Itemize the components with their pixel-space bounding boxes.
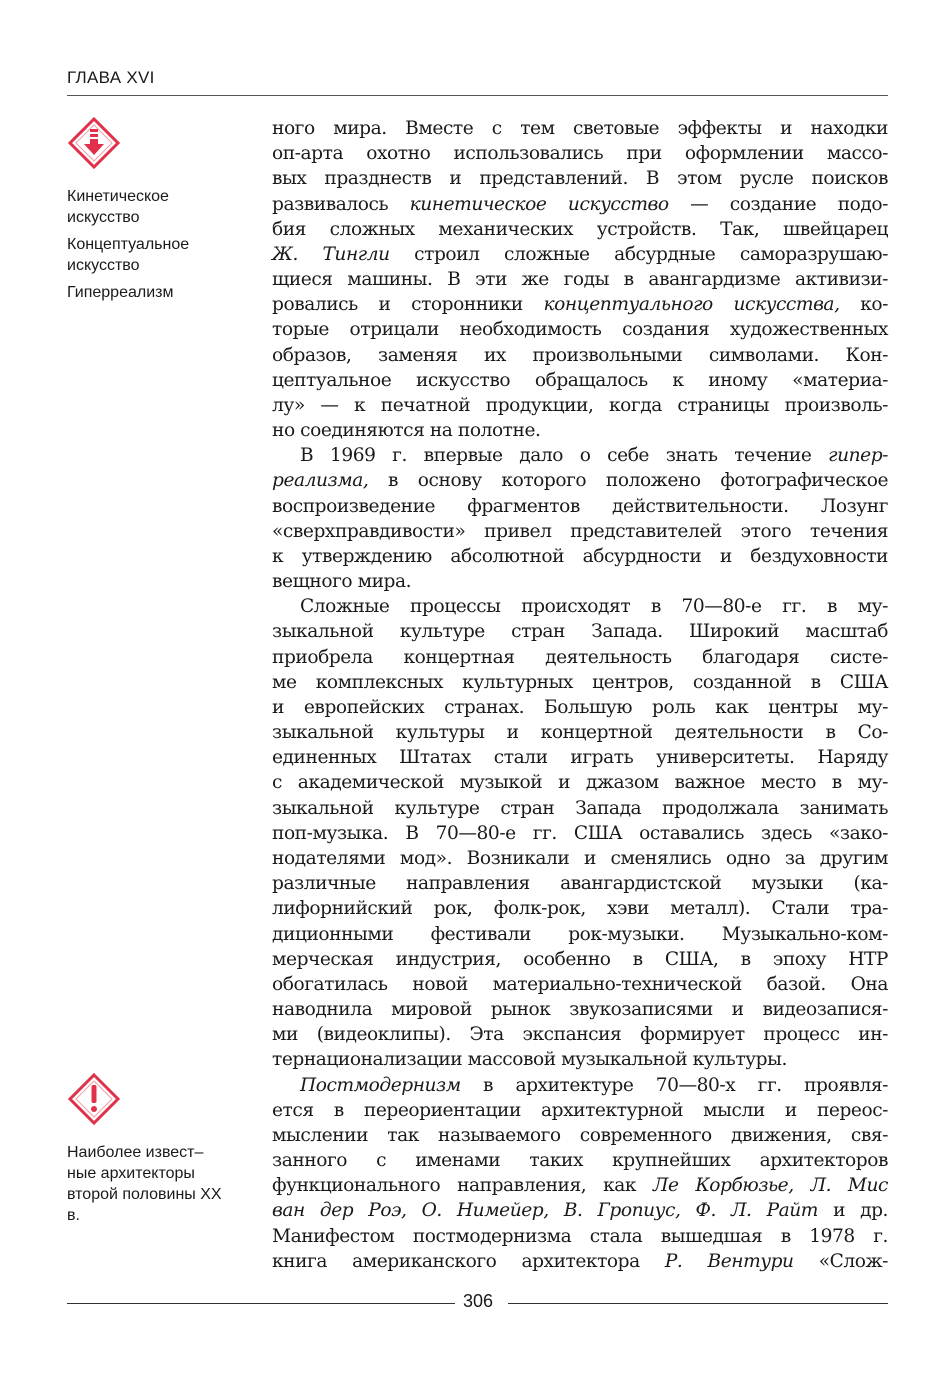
- text-line: [272, 116, 888, 141]
- text-span: приобрела концертная деятельность благодаря систе-: [272, 646, 888, 668]
- text-span: «сверхправдивости» привел представителей этого течения: [272, 520, 888, 542]
- text-line: [272, 468, 888, 493]
- text-line: [272, 368, 888, 393]
- text-span: вещного мира.: [272, 571, 412, 593]
- text-line: [272, 217, 888, 242]
- text-line: [272, 972, 888, 997]
- text-line: [272, 443, 888, 468]
- text-line: [272, 896, 888, 921]
- text-span: вых празднеств и представлений. В этом русле поисков: [272, 168, 888, 190]
- text-line: [272, 922, 888, 947]
- text-line: [272, 1047, 888, 1072]
- text-line: [272, 1022, 888, 1047]
- note-item: Гиперреализм: [67, 284, 174, 301]
- text-span: диционными фестивали рок-музыки. Музыкально-ком-: [272, 923, 888, 945]
- text-line: [272, 947, 888, 972]
- text-line: [272, 192, 888, 217]
- header-rule: [67, 95, 888, 96]
- text-line: [272, 821, 888, 846]
- text-span: функционального направления, как: [272, 1175, 653, 1197]
- italic-term: концептуального искусства,: [543, 294, 840, 316]
- text-line: [272, 1249, 888, 1274]
- text-line: [272, 645, 888, 670]
- text-line: [272, 846, 888, 871]
- note-item: Наиболее извест– ные архитекторы второй половины XX в.: [67, 1144, 222, 1224]
- text-span: строил сложные абсурдные саморазрушаю-: [389, 243, 888, 265]
- text-line: [272, 519, 888, 544]
- italic-term: Р. Вентури: [664, 1250, 794, 1272]
- text-line: [272, 1098, 888, 1123]
- body-text: [272, 116, 888, 1274]
- text-line: [272, 292, 888, 317]
- text-line: [272, 267, 888, 292]
- italic-term: кинетическое искусство: [409, 193, 669, 215]
- text-span: ко-: [839, 294, 888, 316]
- text-span: — создание подо-: [668, 193, 888, 215]
- text-span: но соединяются на полотне.: [272, 420, 541, 442]
- text-line: [272, 1073, 888, 1098]
- text-line: [272, 1198, 888, 1223]
- text-span: поп-музыка. В 70—80-е гг. США оставались здесь «зако-: [272, 822, 888, 844]
- italic-term: гипер-: [828, 445, 888, 467]
- text-span: ровались и сторонники: [272, 294, 544, 316]
- text-span: образов, заменяя их произвольными символами. Кон-: [272, 344, 888, 366]
- text-span: различные направления авангардистской музыки (ка-: [272, 873, 888, 895]
- text-span: ного мира. Вместе с тем световые эффекты и находки: [272, 118, 888, 139]
- down-arrow-diamond-icon: [68, 117, 120, 169]
- italic-term: ван дер Роэ, О. Нимейер, В. Гропиус, Ф. Л. Райт: [272, 1200, 818, 1222]
- text-span: щиеся машины. В эти же годы в авангардизме активизи-: [272, 269, 888, 291]
- text-line: [272, 393, 888, 418]
- text-span: ется в переориентации архитектурной мысли и переос-: [272, 1099, 888, 1121]
- note-item: Кинетическое искусство: [67, 188, 169, 226]
- text-span: цептуальное искусство обращалось к иному «материа-: [272, 369, 888, 391]
- text-span: Манифестом постмодернизма стала вышедшая в 1978 г.: [272, 1225, 888, 1247]
- italic-term: Ж. Тингли: [272, 243, 390, 265]
- italic-term: Постмодернизм: [300, 1074, 461, 1096]
- text-span: мыслении так называемого современного движения, свя-: [272, 1124, 888, 1146]
- chapter-header: ГЛАВА XVI: [67, 68, 155, 87]
- text-line: [272, 695, 888, 720]
- text-line: [272, 569, 888, 594]
- text-line: [272, 770, 888, 795]
- text-line: [272, 141, 888, 166]
- text-line: [272, 619, 888, 644]
- text-span: мерческая индустрия, особенно в США, в эпоху НТР: [272, 948, 888, 970]
- text-line: [272, 1173, 888, 1198]
- text-line: [272, 343, 888, 368]
- text-span: единенных Штатах стали играть университеты. Наряду: [272, 747, 888, 769]
- text-span: к утверждению абсолютной абсурдности и бездуховности: [272, 545, 888, 567]
- text-span: занного с именами таких крупнейших архитекторов: [272, 1150, 888, 1172]
- text-span: зыкальной культуре стран Запада. Широкий масштаб: [272, 621, 888, 643]
- text-line: [272, 1224, 888, 1249]
- text-span: бия сложных механических устройств. Так, швейцарец: [272, 218, 888, 240]
- text-span: «Слож-: [793, 1250, 888, 1272]
- text-line: [272, 494, 888, 519]
- text-line: [272, 242, 888, 267]
- text-span: В 1969 г. впервые дало о себе знать течение: [300, 445, 829, 467]
- text-line: [272, 745, 888, 770]
- text-span: и др.: [818, 1200, 888, 1222]
- text-span: обогатилась новой материально-технической базой. Она: [272, 973, 888, 995]
- text-line: [272, 1148, 888, 1173]
- italic-term: реализма,: [272, 470, 369, 492]
- italic-term: Ле Корбюзье, Л. Мис: [652, 1175, 888, 1197]
- text-span: наводнила мировой рынок звукозаписями и видеозапися-: [272, 999, 888, 1021]
- text-span: и европейских странах. Большую роль как центры му-: [272, 696, 888, 718]
- text-span: воспроизведение фрагментов действительности. Лозунг: [272, 495, 888, 517]
- text-line: [272, 166, 888, 191]
- text-span: с академической музыкой и джазом важное место в му-: [272, 772, 888, 794]
- footer-rule-left: [67, 1303, 455, 1304]
- text-line: [272, 720, 888, 745]
- text-span: лу» — к печатной продукции, когда страницы произволь-: [272, 394, 888, 416]
- text-line: [272, 670, 888, 695]
- text-line: [272, 1123, 888, 1148]
- text-span: зыкальной культуре стран Запада продолжала занимать: [272, 797, 888, 819]
- exclamation-diamond-icon: [68, 1073, 120, 1125]
- text-span: в основу которого положено фотографическое: [368, 470, 888, 492]
- note-item: Концептуальное искусство: [67, 236, 190, 274]
- margin-note-art-movements: [67, 186, 237, 309]
- text-span: оп-арта охотно использовались при оформлении массо-: [272, 143, 888, 165]
- text-line: [272, 796, 888, 821]
- text-span: ми (видеоклипы). Эта экспансия формирует процесс ин-: [272, 1024, 888, 1046]
- footer-rule-right: [508, 1303, 888, 1304]
- text-line: [272, 418, 888, 443]
- text-line: [272, 594, 888, 619]
- text-line: [272, 317, 888, 342]
- text-span: в архитектуре 70—80-х гг. проявля-: [460, 1074, 888, 1096]
- text-span: развивалось: [272, 193, 410, 215]
- text-span: нодателями мод». Возникали и сменялись одно за другим: [272, 847, 888, 869]
- text-line: [272, 544, 888, 569]
- text-line: [272, 997, 888, 1022]
- text-span: книга американского архитектора: [272, 1250, 665, 1272]
- text-line: [272, 871, 888, 896]
- margin-note-architects: [67, 1142, 237, 1232]
- text-span: лифорнийский рок, фолк-рок, хэви металл). Стали тра-: [272, 898, 888, 920]
- page-number: 306: [463, 1291, 494, 1311]
- text-span: Сложные процессы происходят в 70—80-е гг. в му-: [300, 596, 888, 618]
- text-span: тернационализации массовой музыкальной культуры.: [272, 1049, 787, 1071]
- text-span: ме комплексных культурных центров, созданной в США: [272, 671, 888, 693]
- text-span: зыкальной культуры и концертной деятельности в Со-: [272, 722, 888, 744]
- text-span: торые отрицали необходимость создания художественных: [272, 319, 888, 341]
